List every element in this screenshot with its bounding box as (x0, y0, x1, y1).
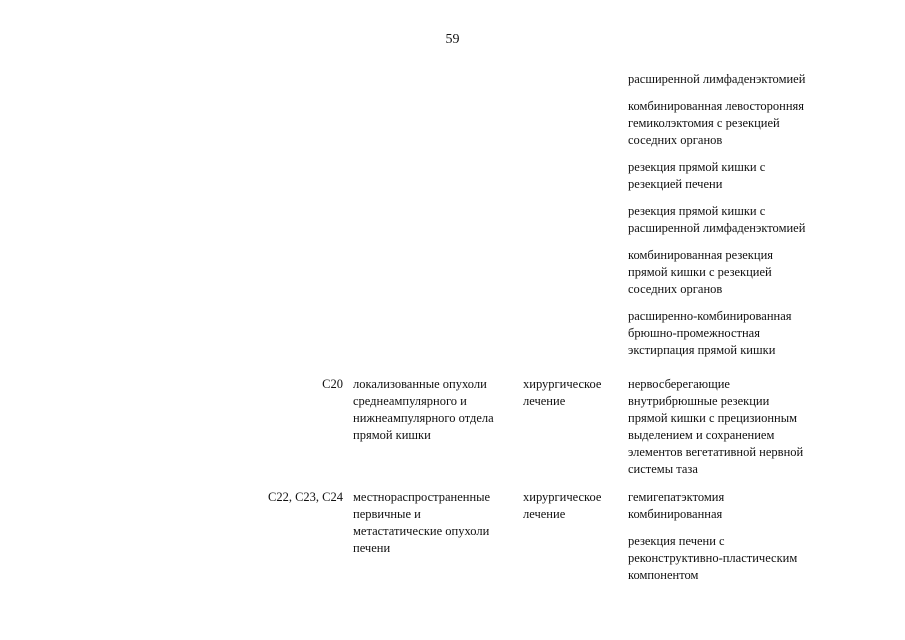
method-line: комбинированная резекция (628, 248, 774, 262)
method-line: внутрибрюшные резекции (628, 394, 770, 408)
treatment-line: хирургическое (523, 377, 602, 391)
method-item (628, 71, 828, 88)
method-item (628, 98, 828, 149)
diagnosis-line: локализованные опухоли (353, 377, 487, 391)
row-c20-treatment (523, 376, 621, 410)
method-line: резекция прямой кишки с (628, 204, 766, 218)
method-line: комбинированная левосторонняя (628, 99, 805, 113)
method-line: резекция прямой кишки с (628, 160, 766, 174)
diagnosis-line: метастатические опухоли (353, 524, 490, 538)
method-line: резекция печени с (628, 534, 725, 548)
method-item (628, 203, 828, 237)
method-line: брюшно-промежностная (628, 326, 760, 340)
method-line: реконструктивно-пластическим (628, 551, 798, 565)
method-line: прямой кишки с прецизионным (628, 411, 798, 425)
method-line: прямой кишки с резекцией (628, 265, 772, 279)
method-item (628, 376, 828, 478)
method-line: элементов вегетативной нервной (628, 445, 804, 459)
treatment-line: лечение (523, 507, 566, 521)
row-c20-methods (628, 376, 828, 478)
treatment-line: хирургическое (523, 490, 602, 504)
method-item (628, 159, 828, 193)
row-c22-diagnosis (353, 489, 513, 557)
method-line: системы таза (628, 462, 698, 476)
method-item (628, 247, 828, 298)
row-c22-code: C22, C23, C24 (267, 490, 343, 504)
continuation-methods-cell (628, 71, 828, 359)
diagnosis-line: печени (353, 541, 391, 555)
method-line: соседних органов (628, 282, 723, 296)
method-line: гемиколэктомия с резекцией (628, 116, 780, 130)
method-line: соседних органов (628, 133, 723, 147)
method-item (628, 533, 828, 584)
row-c22-methods (628, 489, 828, 584)
method-line: комбинированная (628, 507, 723, 521)
method-item (628, 489, 828, 523)
row-c22-treatment (523, 489, 621, 523)
row-c20-diagnosis (353, 376, 513, 444)
method-line: расширенной лимфаденэктомией (628, 72, 806, 86)
method-line: выделением и сохранением (628, 428, 775, 442)
page-number: 59 (445, 32, 460, 47)
method-line: компонентом (628, 568, 699, 582)
method-line: нервосберегающие (628, 377, 730, 391)
diagnosis-line: первичные и (353, 507, 421, 521)
diagnosis-line: прямой кишки (353, 428, 431, 442)
row-c20-code: C20 (322, 377, 343, 391)
method-line: расширенно-комбинированная (628, 309, 792, 323)
method-item (628, 308, 828, 359)
method-line: экстирпация прямой кишки (628, 343, 776, 357)
diagnosis-line: нижнеампулярного отдела (353, 411, 494, 425)
method-line: резекцией печени (628, 177, 723, 191)
diagnosis-line: среднеампулярного и (353, 394, 467, 408)
diagnosis-line: местнораспространенные (353, 490, 491, 504)
method-line: гемигепатэктомия (628, 490, 725, 504)
treatment-line: лечение (523, 394, 566, 408)
method-line: расширенной лимфаденэктомией (628, 221, 806, 235)
